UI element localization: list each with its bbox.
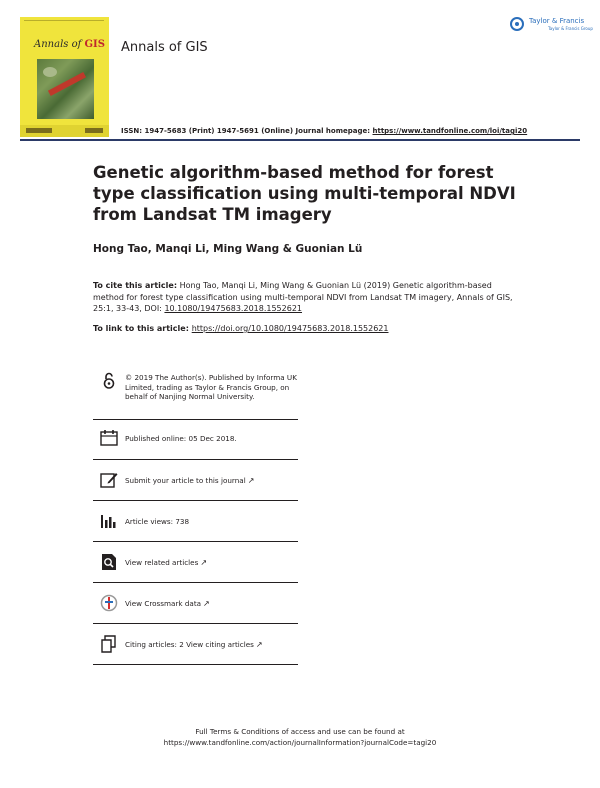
article-authors: Hong Tao, Manqi Li, Ming Wang & Guonian Lü	[93, 243, 363, 255]
crossmark-label[interactable]: View Crossmark data	[125, 599, 202, 608]
article-views: Article views: 738	[125, 517, 190, 526]
citing-articles-label[interactable]: Citing articles: 2 View citing articles	[125, 640, 254, 649]
submit-link-label[interactable]: Submit your article to this journal	[125, 476, 246, 485]
journal-name: Annals of GIS	[121, 40, 208, 55]
article-link-label: To link to this article:	[93, 324, 192, 333]
header-rule	[20, 139, 580, 141]
publisher-logo-icon	[510, 17, 524, 31]
related-articles-icon	[100, 553, 118, 571]
list-item-views	[93, 501, 298, 542]
citing-articles-icon	[100, 635, 118, 653]
related-articles-link[interactable]	[125, 558, 297, 568]
article-link[interactable]: https://doi.org/10.1080/19475683.2018.1552621	[191, 324, 389, 333]
cover-footer-band	[20, 125, 109, 137]
publisher-logo-text: Taylor & Francis	[529, 17, 585, 25]
article-info-list	[93, 365, 298, 665]
footer-terms-text: Full Terms & Conditions of access and use can be found at	[195, 727, 405, 736]
cover-journal-title: Annals of GIS	[34, 39, 105, 50]
footer-terms-link[interactable]: https://www.tandfonline.com/action/journalInformation?journalCode=tagi20	[163, 738, 437, 747]
journal-cover	[20, 17, 109, 137]
external-link-icon: ↗	[247, 476, 255, 485]
external-link-icon: ↗	[203, 599, 210, 608]
cover-society-mark	[85, 128, 103, 133]
doi-link[interactable]: 10.1080/19475683.2018.1552621	[164, 304, 303, 313]
issn-text: ISSN: 1947-5683 (Print) 1947-5691 (Online) Journal homepage:	[121, 127, 373, 135]
cover-satellite-image	[37, 59, 94, 119]
citing-articles-link[interactable]	[125, 640, 297, 650]
list-item-crossmark[interactable]	[93, 583, 298, 624]
list-item-related[interactable]	[93, 542, 298, 583]
calendar-icon	[100, 429, 118, 447]
issn-line	[121, 127, 527, 135]
cover-image-spot	[43, 67, 57, 77]
bar-chart-icon	[100, 512, 118, 530]
citation-text: Hong Tao, Manqi Li, Ming Wang & Guonian Lü (2019) Genetic algorithm-based method for forest type classification using multi-temporal NDVI from Landsat TM imagery, Annals of GIS, 25:1, 33-43, DOI:	[93, 281, 513, 313]
external-link-icon: ↗	[255, 640, 263, 649]
citation-label: To cite this article:	[93, 281, 178, 290]
license-text: © 2019 The Author(s). Published by Informa UK Limited, trading as Taylor & Francis Group, on behalf of Nanjing Normal University.	[125, 373, 297, 401]
cover-publisher-mark	[26, 128, 52, 133]
page-footer	[0, 726, 600, 748]
article-title: Genetic algorithm-based method for forest type classification using multi-temporal NDVI from Landsat TM imagery	[93, 163, 516, 224]
cover-top-rule	[24, 20, 104, 23]
citation-block	[93, 280, 523, 315]
related-articles-label[interactable]: View related articles	[125, 558, 199, 567]
list-item-published	[93, 420, 298, 460]
external-link-icon: ↗	[200, 558, 208, 567]
publisher-logo-subtext: Taylor & Francis Group	[548, 26, 593, 31]
list-item-citing[interactable]	[93, 624, 298, 665]
list-item-license	[93, 365, 298, 420]
published-date: Published online: 05 Dec 2018.	[125, 434, 237, 443]
article-link-line	[93, 324, 389, 333]
submit-link[interactable]	[125, 476, 297, 486]
list-item-submit[interactable]	[93, 460, 298, 501]
crossmark-link[interactable]	[125, 599, 297, 609]
open-access-icon	[100, 372, 118, 390]
edit-icon	[100, 471, 118, 489]
publisher-logo[interactable]	[510, 16, 593, 36]
crossmark-icon	[100, 594, 118, 612]
journal-homepage-link[interactable]: https://www.tandfonline.com/loi/tagi20	[372, 127, 528, 135]
